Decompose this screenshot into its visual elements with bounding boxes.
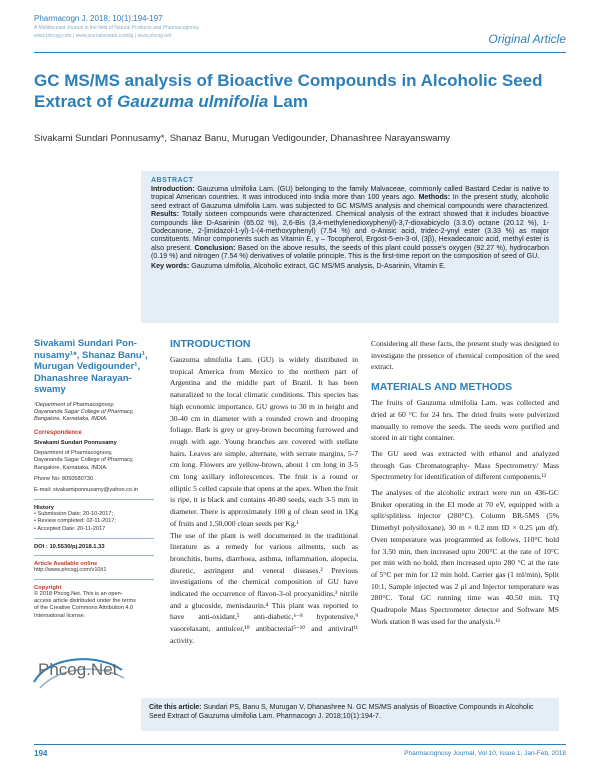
sidebar-author-line: Murugan Vedigounder¹,	[34, 361, 141, 372]
journal-links[interactable]: www.phcogj.com | www.journalonweb.com/pj | www.phcog.net	[34, 33, 172, 39]
copyright-text	[34, 591, 154, 620]
abstract-results-label: Results:	[151, 210, 179, 219]
intro-paragraph-3: Considering all these facts, the present study was designed to investigate the presence of chemical composition of the seed extract.	[371, 339, 559, 372]
history-item: • Submission Date: 20-10-2017;	[34, 511, 114, 518]
sidebar-divider	[34, 555, 154, 556]
sidebar-author-line: Sivakami Sundari Pon-	[34, 338, 137, 349]
online-heading: Article Available online	[34, 560, 98, 567]
methods-heading: MATERIALS AND METHODS	[371, 381, 513, 394]
author-list: Sivakami Sundari Ponnusamy*, Shanaz Banu, Murugan Vedigounder, Dhanashree Narayanswamy	[34, 133, 451, 144]
keywords-label: Key words:	[151, 261, 190, 270]
email-link[interactable]: E-mail: sivakamiponnusamy@yahoo.co.in	[34, 486, 138, 493]
intro-paragraph-2: The use of the plant is well documented in the traditional literature as a remedy for various ailments, such as bronchitis, burns, diarrhoea, asthma, inflammation, alopecia, diuretic, astringent and veneral diseases.² Previous investigations of the chemical composition of GU have indicated the occurrence of flavon-3-ol procyanidins,³ nitrile and a glucoside, menisdaurin.⁴ This plant was reported to have anti-oxidant,⁵ anti-diabetic,⁶⁻⁸ hypotensive,⁹ vasorelaxant, antiulcer,¹⁰ antibacterial⁵⁻¹⁰ and antiviral¹¹ activity.	[170, 530, 358, 645]
header-divider	[34, 52, 566, 53]
title-prefix: Extract of	[34, 92, 118, 111]
sidebar-author-line: Dhanashree Narayan-	[34, 372, 132, 384]
column-methods	[371, 338, 559, 627]
introduction-heading: INTRODUCTION	[170, 338, 251, 350]
footer-journal-ref: Pharmacognosy Journal, Vol 10, Issue 1, Jan-Feb, 2018	[404, 750, 566, 757]
methods-paragraph-3: The analyses of the alcoholic extract were run on 436-GC Bruker operating in the EI mode at 70 eV, equipped with a split/splitless injector (280°C). Column BR-5MS (5% Dimethyl polysiloxane), 30 m × 0.2 mm ID × 0.25 μm df). Oven temperature was programmed as follows, 110°C hold for 3.50 min, then increased upto 200°C at the rate of 10°C per min with no hold, then increased upto 280 °C at the rate of 5°C per min for 12 min hold. Carrier gas (1 ml/min), Split 10:1, Sample injected was 2 μl and Injector temperature was 280°C. Total GC running time was 40.50 min. TQ Quadrupole Mass Spectrometer detector and Software MS Work station 8 was used for the analysis.¹³	[371, 488, 559, 626]
title-species: Gauzuma ulmifolia	[117, 92, 269, 111]
history-heading: History	[34, 505, 54, 512]
copyright-heading: Copyright	[34, 584, 62, 591]
phcog-logo	[30, 652, 130, 692]
abstract-intro: Gauzuma ulmifolia Lam. (GU) belonging to the family Malvaceae, commonly called Bastard Cedar is native to tropical American countries. It was introduced into India more than 100 years ago.	[151, 185, 549, 202]
citation-label: Cite this article:	[149, 704, 202, 711]
sidebar-divider	[34, 499, 154, 500]
title-line-1: GC MS/MS analysis of Bioactive Compounds in Alcoholic Seed	[34, 71, 543, 90]
address-line: Bangalore, Karnataka, INDIA.	[34, 464, 108, 471]
abstract-methods-label: Methods:	[418, 193, 451, 202]
abstract-heading: ABSTRACT	[151, 177, 194, 184]
footer-divider	[34, 744, 566, 745]
intro-paragraph-1: Gauzuma ulmifolia Lam. (GU) is widely distributed in tropical America from Mexico to the northern part of Argentina and the middle part of Brazil. It has been naturalized to the local climatic conditions. This species has high economic importance. GU grows to 30 m in height and 30-40 cm in diameter with a rounded crown and drooping foliage. Bark is grey or grey-brown becoming furrowed and rough with age. Young branches are covered with stellate hairs. Leaves are simple, alternate, with serrate margins, 5-7 cm long. Flowers are yellow-brown, about 1 cm long in 3-5 cm long axillary inflorescences. The fruit is a round or elliptic 5 celled capsule that opens at the apex. When the fruit is ripe, it is black and contains 40-80 seeds, each 3-5 mm in diameter. There is approximately 100 g of clean seed in 1Kg of fruits and 1,50,000 clean seeds per Kg.¹	[170, 355, 358, 528]
abstract-box	[141, 171, 559, 323]
logo-text: Phcog.Net	[38, 660, 118, 679]
address-line: Dayananda Sagar College of Pharmacy,	[34, 457, 134, 464]
sidebar-author-line: nusamy¹*, Shanaz Banu¹,	[34, 349, 148, 361]
sidebar-authors	[34, 338, 154, 396]
sidebar-author-line: swamy	[34, 384, 66, 395]
affiliation-line: Dayananda Sagar College of Pharmacy,	[34, 408, 134, 415]
sidebar-divider	[34, 579, 154, 580]
abstract-conclusion-label: Conclusion:	[194, 243, 236, 252]
title-suffix: Lam	[268, 92, 308, 111]
online-url[interactable]: http://www.phcogj.com/v10/i1	[34, 566, 107, 573]
citation-text: Sundari PS, Banu S, Murugan V, Dhanashree N. GC MS/MS analysis of Bioactive Compounds in Alcoholic Seed Extract of Gauzuma ulmifolia Lam. Pharmacogn J. 2018;10(1):194-7.	[149, 704, 534, 720]
correspondence-name: Sivakami Sundari Ponnusamy	[34, 440, 117, 447]
citation-box	[141, 698, 559, 731]
sidebar	[34, 338, 154, 620]
affiliation-line: ¹Department of Pharmacognosy,	[34, 401, 115, 408]
abstract-results: Totally sixteen compounds were characterized. Chemical analysis of the extract showed that it includes bioactive compounds like D-Asarinin (65.02 %), 2,6-Bis (3,4-methylenedioxyphenyl)-3,7-dioxabicyclo (3.3.0) octane (20.12 %), 1-Dodecanone, 2-[imidazol-1-yl)-1-(4-methoxyphenyl) (7.54 %) and o-Anisic acid, tridec-2-ynyl ester (3.33 %) as major constituents. Minor components such as Vitamin E, γ – Tocopherol, Ergost-5-en-3-ol, (3β), Hexadecanoic acid, methyl ester is also present.	[151, 210, 549, 252]
copyright-line: access article distributed under the terms	[34, 598, 136, 605]
methods-paragraph-1: The fruits of Gauzuma ulmifolia Lam. was collected and dried at 60 °C for 24 hrs. The dried fruits were pulverized manually to remove the seeds. The seeds were purified and stored in air tight container.	[371, 398, 559, 443]
copyright-line: © 2018 Phcog.Net. This is an open-	[34, 590, 123, 597]
keywords	[151, 262, 549, 270]
history-item: • Accepted Date: 20-11-2017	[34, 525, 106, 532]
abstract-conclusion: Based on the above results, the seeds of this plant could posse's oxygen (92.27 %), hydrocarbon (0.19 %) and nitrogen (7.54 %) derivatives of volatile principle. This is the first-time report on the composition of seed of GU.	[151, 243, 549, 261]
paper-title	[34, 70, 554, 112]
address-line: Department of Pharmacognosy,	[34, 450, 113, 457]
history-item: • Review completed: 02-11-2017;	[34, 518, 117, 525]
journal-reference: Pharmacogn J. 2018; 10(1):194-197	[34, 14, 163, 23]
phone: Phone No: 8050580730	[34, 475, 94, 482]
doi[interactable]: DOI : 10.5530/pj.2018.1.33	[34, 543, 105, 550]
sidebar-divider	[34, 538, 154, 539]
copyright-line: of the Creative Commons Attribution 4.0	[34, 605, 134, 612]
title-line-2	[34, 91, 554, 112]
abstract-body	[151, 185, 549, 261]
methods-paragraph-2: The GU seed was extracted with ethanol and analyzed through Gas Chromatography- Mass Spectrometry/ Mass Spectrometry for identification of different components.¹²	[371, 448, 559, 482]
keywords-text: Gauzuma ulmifolia, Alcoholic extract, GC MS/MS analysis, D-Asarinin, Vitamin E.	[191, 261, 446, 270]
abstract-methods: In the present study, alcoholic seed extract of Gauzuma ulmifolia Lam. was subjected to GC MS/MS analysis and chemical compounds were characterized.	[151, 193, 549, 210]
journal-header	[34, 14, 334, 39]
affiliation-line: Bangalore, Karnataka, INDIA.	[34, 415, 108, 422]
journal-tagline: A Multifaceted Journal in the field of Natural Products and Pharmacognosy	[34, 25, 199, 31]
article-type: Original Article	[488, 32, 566, 46]
copyright-line: International license.	[34, 612, 86, 619]
page-number: 194	[34, 749, 48, 758]
abstract-intro-label: Introduction:	[151, 185, 195, 193]
column-introduction	[170, 338, 358, 647]
correspondence-heading: Correspondence	[34, 430, 82, 437]
history-list	[34, 511, 154, 533]
affiliation	[34, 402, 154, 424]
correspondence-address	[34, 450, 154, 472]
